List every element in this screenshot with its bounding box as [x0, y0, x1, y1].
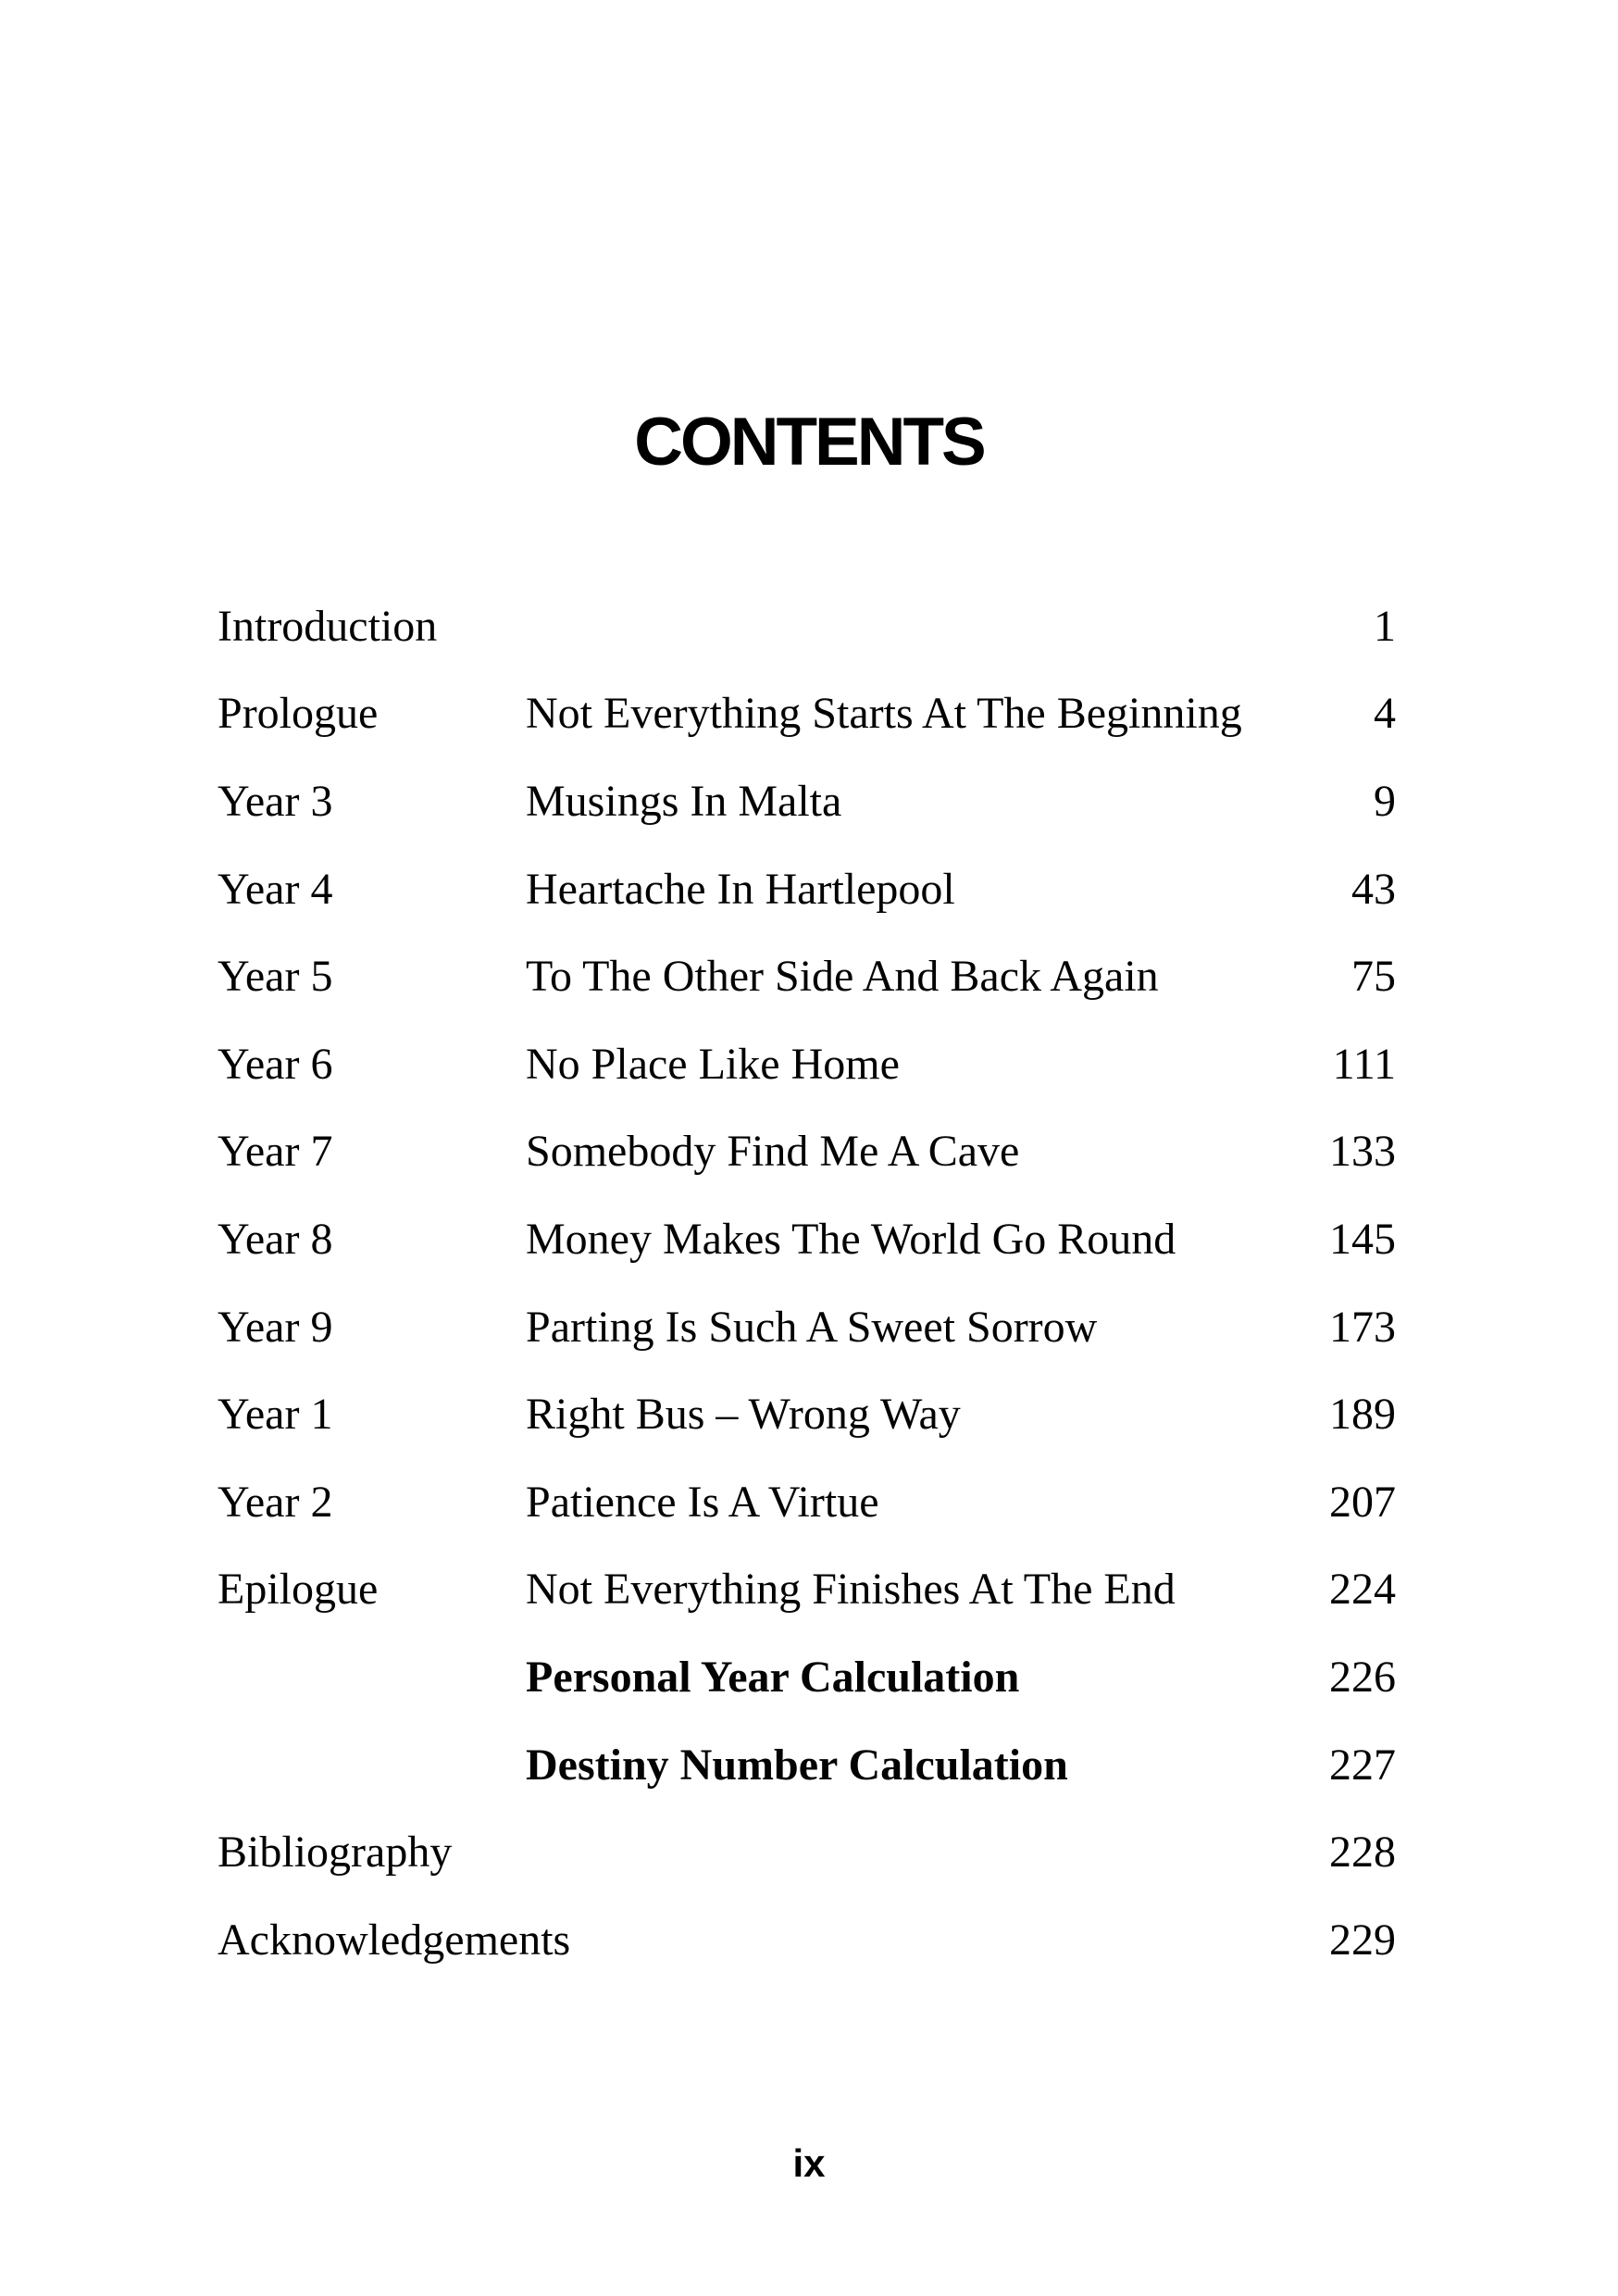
- toc-row: [218, 845, 1396, 933]
- toc-row: [218, 1721, 1396, 1809]
- toc-entry-label: Year 8: [218, 1214, 333, 1264]
- toc-entry-page-number: 173: [1329, 1302, 1396, 1352]
- toc-entry-title: Parting Is Such A Sweet Sorrow: [526, 1302, 1098, 1352]
- toc-entry-label: Epilogue: [218, 1565, 379, 1615]
- toc-entry-page-number: 43: [1351, 864, 1396, 914]
- toc-entry-label: Bibliography: [218, 1828, 453, 1878]
- toc-entry-page-number: 9: [1374, 776, 1396, 826]
- page-title: CONTENTS: [634, 405, 984, 480]
- toc-row: [218, 932, 1396, 1020]
- toc-entry-page-number: 189: [1329, 1390, 1396, 1440]
- toc-entry-title: Destiny Number Calculation: [526, 1740, 1068, 1790]
- toc-entry-title: Heartache In Hartlepool: [526, 864, 955, 914]
- toc-entry-title: Not Everything Starts At The Beginning: [526, 689, 1242, 739]
- toc-entry-page-number: 229: [1329, 1915, 1396, 1965]
- toc-entry-page-number: 1: [1374, 601, 1396, 651]
- toc-entry-label: Year 4: [218, 864, 333, 914]
- toc-entry-title: Not Everything Finishes At The End: [526, 1565, 1176, 1615]
- toc-entry-page-number: 75: [1351, 952, 1396, 1002]
- toc-entry-title: Somebody Find Me A Cave: [526, 1127, 1020, 1177]
- toc-entry-title: Personal Year Calculation: [526, 1652, 1020, 1702]
- toc-entry-label: Year 1: [218, 1390, 333, 1440]
- toc-entry-page-number: 224: [1329, 1565, 1396, 1615]
- toc-entry-page-number: 111: [1332, 1039, 1396, 1089]
- toc-row: [218, 1808, 1396, 1896]
- toc-entry-page-number: 226: [1329, 1652, 1396, 1702]
- toc-row: [218, 1546, 1396, 1634]
- toc-list: [218, 582, 1396, 1984]
- toc-entry-page-number: 207: [1329, 1477, 1396, 1527]
- toc-entry-page-number: 228: [1329, 1828, 1396, 1878]
- toc-row: [218, 582, 1396, 670]
- toc-entry-page-number: 227: [1329, 1740, 1396, 1790]
- toc-row: [218, 1020, 1396, 1108]
- toc-entry-label: Year 3: [218, 776, 333, 826]
- toc-entry-page-number: 4: [1374, 689, 1396, 739]
- folio-page-number: ix: [792, 2141, 826, 2185]
- toc-entry-page-number: 133: [1329, 1127, 1396, 1177]
- toc-entry-title: To The Other Side And Back Again: [526, 952, 1159, 1002]
- toc-entry-label: Introduction: [218, 601, 438, 651]
- toc-entry-label: Year 7: [218, 1127, 333, 1177]
- toc-row: [218, 1283, 1396, 1371]
- toc-entry-label: Year 6: [218, 1039, 333, 1089]
- toc-row: [218, 1458, 1396, 1546]
- toc-entry-title: No Place Like Home: [526, 1039, 900, 1089]
- toc-row: [218, 1633, 1396, 1721]
- toc-row: [218, 757, 1396, 845]
- toc-entry-title: Money Makes The World Go Round: [526, 1214, 1176, 1264]
- toc-entry-page-number: 145: [1329, 1214, 1396, 1264]
- toc-entry-label: Year 2: [218, 1477, 333, 1527]
- toc-entry-title: Patience Is A Virtue: [526, 1477, 879, 1527]
- toc-row: [218, 1896, 1396, 1984]
- toc-entry-label: Year 9: [218, 1302, 333, 1352]
- toc-entry-label: Acknowledgements: [218, 1915, 571, 1965]
- toc-row: [218, 1108, 1396, 1196]
- toc-row: [218, 1370, 1396, 1458]
- toc-row: [218, 1195, 1396, 1283]
- toc-entry-title: Right Bus – Wrong Way: [526, 1390, 961, 1440]
- toc-row: [218, 670, 1396, 758]
- toc-entry-label: Prologue: [218, 689, 379, 739]
- toc-entry-title: Musings In Malta: [526, 776, 842, 826]
- toc-entry-label: Year 5: [218, 952, 333, 1002]
